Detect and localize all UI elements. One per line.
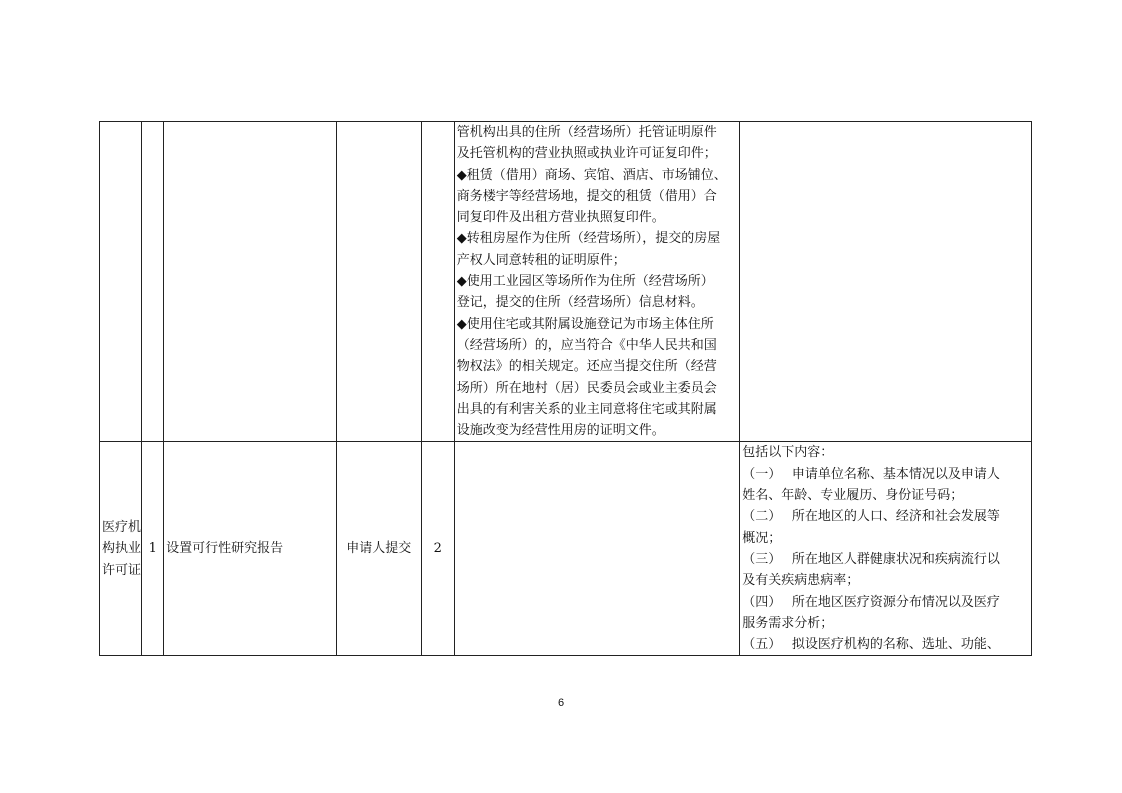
requirement-line: （经营场所）的，应当符合《中华人民共和国 xyxy=(456,337,717,353)
requirement-line: 物权法》的相关规定。还应当提交住所（经营 xyxy=(456,359,717,375)
source-cell xyxy=(336,122,421,442)
category-cell xyxy=(100,122,142,442)
requirement-line: 设施改变为经营性用房的证明文件。 xyxy=(456,423,665,439)
requirement-cell xyxy=(454,122,739,442)
content-line: （四） 所在地区医疗资源分布情况以及医疗 xyxy=(742,594,1000,610)
content-line: 及有关疾病患病率； xyxy=(742,573,860,589)
content-line: 服务需求分析； xyxy=(742,615,834,631)
copies-cell xyxy=(421,122,454,442)
requirement-line: ◆租赁（借用）商场、宾馆、酒店、市场铺位、 xyxy=(456,167,727,183)
content-cell xyxy=(740,122,1032,442)
requirement-cell xyxy=(454,442,739,656)
category-line: 构执业 xyxy=(102,541,142,557)
materials-table xyxy=(99,121,1032,656)
content-line: （三） 所在地区人群健康状况和疾病流行以 xyxy=(742,551,1000,567)
content-line: 概况； xyxy=(742,530,782,546)
seq-cell xyxy=(142,122,164,442)
requirement-line: 管机构出具的住所（经营场所）托管证明原件 xyxy=(456,125,717,140)
seq-cell: 1 xyxy=(142,442,164,656)
requirement-line: 同复印件及出租方营业执照复印件。 xyxy=(456,210,665,226)
content-line: 姓名、年龄、专业履历、身份证号码； xyxy=(742,488,964,504)
table-row xyxy=(100,122,1032,442)
requirement-line: 及托管机构的营业执照或执业许可证复印件； xyxy=(456,146,717,162)
requirement-line: 登记，提交的住所（经营场所）信息材料。 xyxy=(456,295,704,311)
copies-cell: 2 xyxy=(421,442,454,656)
page-number: 6 xyxy=(557,697,565,709)
table-row xyxy=(100,442,1032,656)
requirement-line: 场所）所在地村（居）民委员会或业主委员会 xyxy=(456,380,717,396)
requirement-line: ◆使用住宅或其附属设施登记为市场主体住所 xyxy=(456,316,714,332)
category-line: 许可证 xyxy=(102,562,142,578)
material-cell: 设置可行性研究报告 xyxy=(164,442,337,656)
category-cell xyxy=(100,442,142,656)
requirement-line: ◆转租房屋作为住所（经营场所），提交的房屋 xyxy=(456,231,721,247)
material-cell xyxy=(164,122,337,442)
content-cell xyxy=(740,442,1032,656)
requirement-line: 商务楼宇等经营场地，提交的租赁（借用）合 xyxy=(456,188,717,204)
source-cell: 申请人提交 xyxy=(336,442,421,656)
content-line: （二） 所在地区的人口、经济和社会发展等 xyxy=(742,509,1000,525)
content-line: （五） 拟设医疗机构的名称、选址、功能、 xyxy=(742,637,1000,653)
content-line: （一） 申请单位名称、基本情况以及申请人 xyxy=(742,466,1000,482)
content-line: 包括以下内容： xyxy=(742,445,834,461)
category-line: 医疗机 xyxy=(102,520,142,535)
requirement-line: ◆使用工业园区等场所作为住所（经营场所） xyxy=(456,274,714,290)
requirement-line: 出具的有利害关系的业主同意将住宅或其附属 xyxy=(456,401,717,417)
requirement-line: 产权人同意转租的证明原件； xyxy=(456,252,626,268)
